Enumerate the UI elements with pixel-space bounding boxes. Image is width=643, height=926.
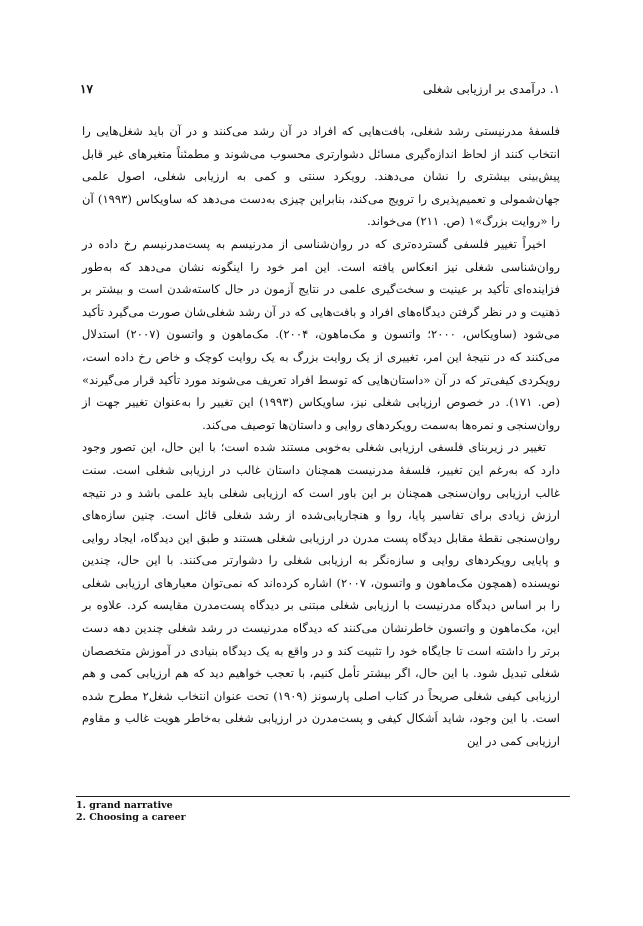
paragraph-3: تغییر در زیربنای فلسفی ارزیابی شغلی به‌خوبی مستند شده است؛ با این حال، این تصور وجود دارد که به‌رغم این تغییر، فلسفهٔ مدرنیست همچنان داستان غالب در ارزیابی شغلی است. سنت غالب ارزیابی روان‌سنجی همچنان بر این باور است که ارزیابی شغلی باید علمی باشد و در نتیجه ارزش زیادی برای تفاسیر پایا، روا و هنجاریابی‌شده از رشد شغلی قائل است. چنین سازه‌های روان‌سنجی نقطهٔ مقابل دیدگاه پست مدرن در ارزیابی شغلی هستند و طبق این دیدگاه، ایجاد روایی و پایایی رویکردهای روایی و سازه‌نگر به ارزیابی شغلی را دشوارتر می‌کنند. با این حال، چندین نویسنده (همچون مک‌ماهون و واتسون، ۲۰۰۷) اشاره کرده‌اند که نمی‌توان معیارهای ارزیابی شغلی را بر اساس دیدگاه مدرنیست با ارزیابی شغلی مبتنی بر دیدگاه پست‌مدرن مقایسه کرد. علاوه بر این، مک‌ماهون و واتسون خاطرنشان می‌کنند که دیدگاه مدرنیست در رشد شغلی چندین دهه دست برتر را داشته است تا جایگاه خود را تثبیت کند و در واقع به یک دیدگاه بنیادی در آموزش متخصصان شغلی تبدیل شود. با این حال، اگر بیشتر تأمل کنیم، با تعجب خواهیم دید که هم ارزیابی کمی و هم ارزیابی کیفی شغلی صریحاً در کتاب اصلی پارسونز (۱۹۰۹) تحت عنوان انتخاب شغل۲ مطرح شده است. با این وجود، شاید اَشکال کیفی و پست‌مدرن در ارزیابی شغلی به‌خاطر هویت غالب و مقاوم ارزیابی کمی در این bbox=[82, 440, 560, 749]
body-text bbox=[82, 120, 560, 753]
footnotes bbox=[76, 796, 570, 824]
footnote-1: 1. grand narrative bbox=[76, 800, 173, 811]
chapter-title: ۱. درآمدی بر ارزیابی شغلی bbox=[422, 82, 560, 96]
footnote-2: 2. Choosing a career bbox=[76, 812, 186, 823]
paragraph-1: فلسفهٔ مدرنیستی رشد شغلی، بافت‌هایی که افراد در آن رشد می‌کنند و در آن باید شغل‌هایی را انتخاب کنند از لحاظ اندازه‌گیری مسائل دشوارتری محسوب می‌شوند و مطمئناً متغیرهای غیر قابل پیش‌بینی بیشتری را نشان می‌دهند. رویکرد سنتی و کمی به ارزیابی شغلی، اصول علمی جهان‌شمولی و تعمیم‌پذیری را ترویج می‌کند، بنابراین چیزی به‌دست می‌دهد که ساویکاس (۱۹۹۳) آن را «روایت بزرگ»۱ (ص. ۲۱۱) می‌خواند. bbox=[82, 124, 560, 229]
paragraph-2: اخیراً تغییر فلسفی گسترده‌تری که در روان‌شناسی از مدرنیسم به پست‌مدرنیسم رخ داده در روان‌شناسی شغلی نیز انعکاس یافته است. این امر خود را اینگونه نشان می‌دهد که به‌طور فزاینده‌ای تأکید بر عینیت و سخت‌گیری علمی در نتایج آزمون در حال کاسته‌شدن است و بیشتر بر ذهنیت و در نظر گرفتن دیدگاه‌های افراد و بافت‌هایی که در آن رشد شغلی‌شان صورت می‌گیرد تأکید می‌شود (ساویکاس، ۲۰۰۰؛ واتسون و مک‌ماهون، ۲۰۰۴). مک‌ماهون و واتسون (۲۰۰۷) استدلال می‌کنند که در نتیجهٔ این امر، تغییری از یک روایت بزرگ به یک روایت کوچک و خاص رخ داده است، رویکردی کیفی‌تر که در آن «داستان‌هایی که توسط افراد تعریف می‌شوند مورد تأکید قرار می‌گیرند» (ص. ۱۷۱). در خصوص ارزیابی شغلی نیز، ساویکاس (۱۹۹۳) این تغییر را به‌عنوان تغییر جهت از روان‌سنجی و نمره‌ها به‌سمت رویکردهای روایی و داستان‌ها توصیف می‌کند. bbox=[82, 236, 561, 432]
page-number: ۱۷ bbox=[80, 82, 93, 96]
running-header bbox=[80, 78, 560, 100]
